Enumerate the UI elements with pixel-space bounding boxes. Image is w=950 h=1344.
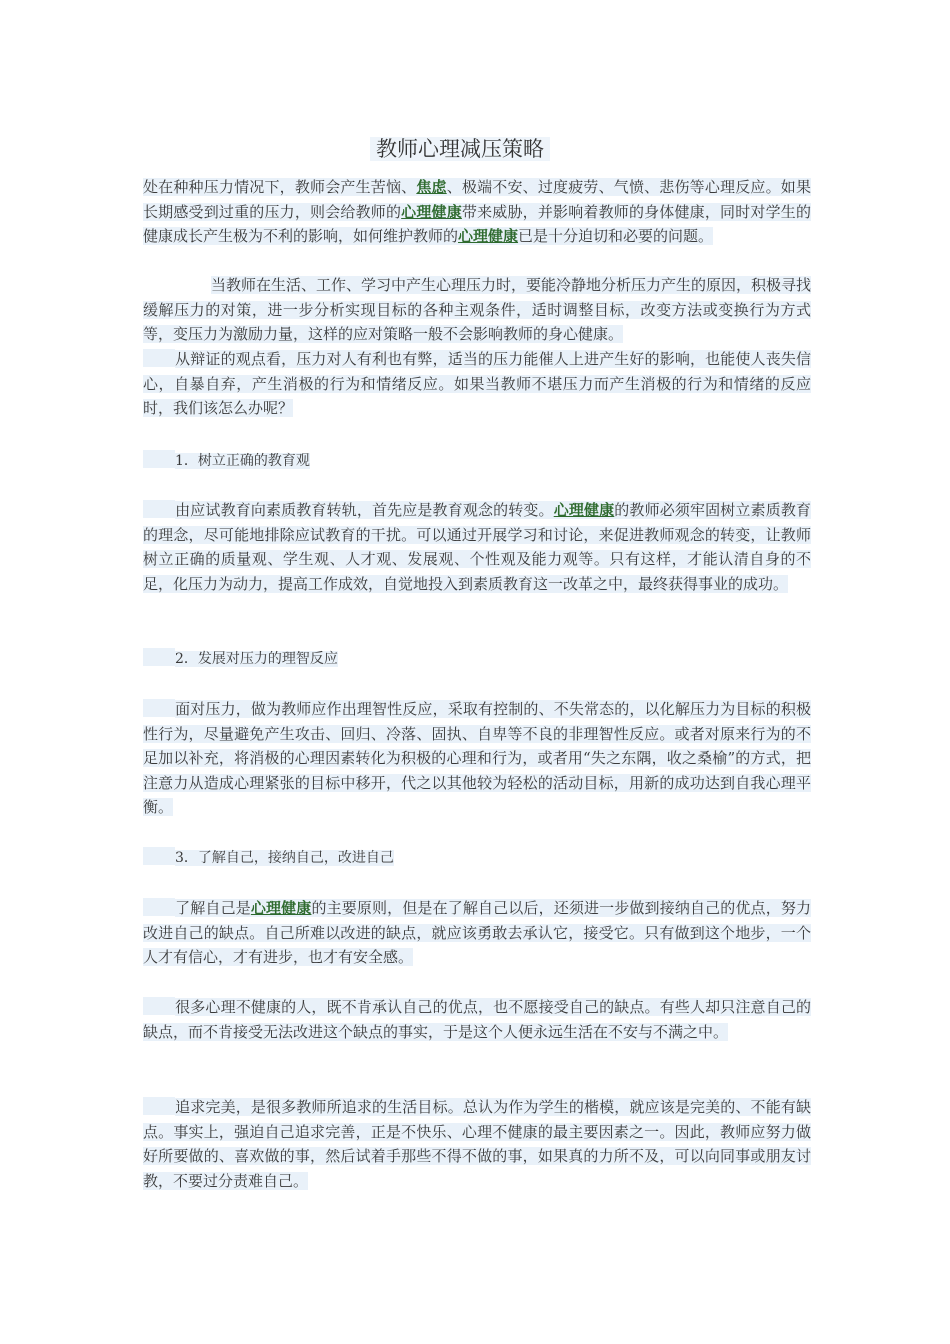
section-heading-3: 3．了解自己，接纳自己，改进自己 — [143, 847, 394, 869]
paragraph-dialectic: 从辩证的观点看，压力对人有利也有弊，适当的压力能催人上进产生好的影响，也能使人丧失信心，自暴自弃，产生消极的行为和情绪反应。如果当教师不堪压力而产生消极的行为和情绪的反应时，我们该怎么办呢？ — [143, 350, 811, 417]
keyword-link-xinlijiankang[interactable]: 心理健康 — [458, 227, 519, 245]
paragraph-section-3a: 了解自己是心理健康的主要原则，但是在了解自己以后，还须进一步做到接纳自己的优点，努力改进自己的缺点。自己所难以改进的缺点，就应该勇敢去承认它，接受它。只有做到这个地步，一个人才有信心，才有进步，也才有安全感。 — [143, 899, 811, 966]
document-title: 教师心理减压策略 — [0, 133, 950, 165]
paragraph-intro: 处在种种压力情况下，教师会产生苦恼、焦虑、极端不安、过度疲劳、气愤、悲伤等心理反应。如果长期感受到过重的压力，则会给教师的心理健康带来威胁，并影响着教师的身体健康，同时对学生的健康成长产生极为不利的影响，如何维护教师的心理健康已是十分迫切和必要的问题。 — [143, 178, 811, 245]
paragraph-section-3c: 追求完美，是很多教师所追求的生活目标。总认为作为学生的楷模，就应该是完美的、不能有缺点。事实上，强迫自己追求完善，正是不快乐、心理不健康的最主要因素之一。因此，教师应努力做好所要做的、喜欢做的事，然后试着手那些不得不做的事，如果真的力所不及，可以向同事或朋友讨教，不要过分责难自己。 — [143, 1098, 811, 1190]
paragraph-coping: 当教师在生活、工作、学习中产生心理压力时，要能冷静地分析压力产生的原因，积极寻找缓解压力的对策，进一步分析实现目标的各种主观条件，适时调整目标，改变方法或变换行为方式等，变压力为激励力量，这样的应对策略一般不会影响教师的身心健康。 — [143, 276, 812, 343]
keyword-link-xinlijiankang[interactable]: 心理健康 — [553, 501, 615, 519]
keyword-link-xinlijiankang[interactable]: 心理健康 — [401, 202, 462, 221]
paragraph-section-2: 面对压力，做为教师应作出理智性反应，采取有控制的、不失常态的，以化解压力为目标的积极性行为，尽量避免产生攻击、回归、冷落、固执、自卑等不良的非理智性反应。或者对原来行为的不足加以补充，将消极的心理因素转化为积极的心理和行为，或者用“失之东隅，收之桑榆”的方式，把注意力从造成心理紧张的目标中移开，代之以其他较为轻松的活动目标，用新的成功达到自我心理平衡。 — [143, 700, 811, 816]
section-heading-1: 1．树立正确的教育观 — [143, 450, 310, 472]
paragraph-section-1: 由应试教育向素质教育转轨，首先应是教育观念的转变。心理健康的教师必须牢固树立素质教育的理念，尽可能地排除应试教育的干扰。可以通过开展学习和讨论，来促进教师观念的转变，让教师树立正确的质量观、学生观、人才观、发展观、个性观及能力观等。只有这样，才能认清自身的不足，化压力为动力，提高工作成效，自觉地投入到素质教育这一改革之中，最终获得事业的成功。 — [143, 501, 811, 593]
keyword-link-xinlijiankang[interactable]: 心理健康 — [250, 899, 312, 917]
section-heading-2: 2．发展对压力的理智反应 — [143, 648, 338, 670]
keyword-link-jiaolv[interactable]: 焦虑 — [416, 178, 447, 196]
paragraph-section-3b: 很多心理不健康的人，既不肯承认自己的优点，也不愿接受自己的缺点。有些人却只注意自己的缺点，而不肯接受无法改进这个缺点的事实，于是这个人便永远生活在不安与不满之中。 — [143, 998, 811, 1041]
